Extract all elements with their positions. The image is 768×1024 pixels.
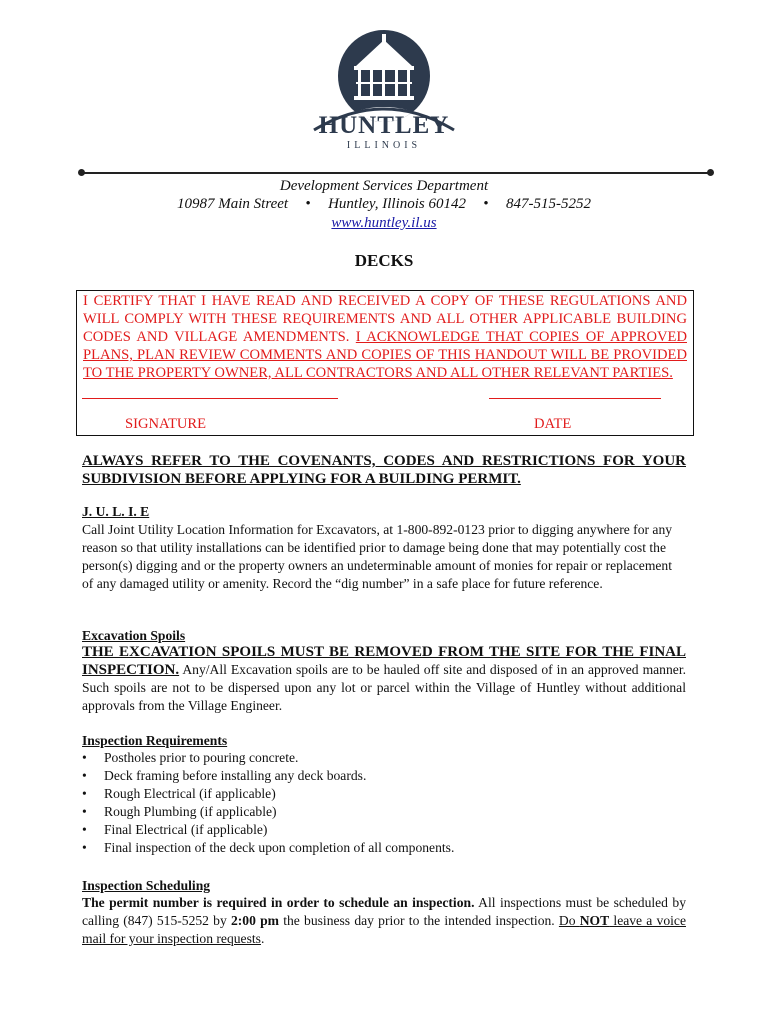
excavation-body bbox=[82, 643, 686, 715]
rule-dot-left bbox=[78, 169, 85, 176]
phone: 847-515-5252 bbox=[506, 196, 591, 212]
signature-label: SIGNATURE bbox=[125, 416, 207, 432]
bullet-separator: • bbox=[483, 196, 489, 212]
acknowledgement-statement: I ACKNOWLEDGE THAT COPIES OF APPROVED PLANS, PLAN REVIEW COMMENTS AND COPIES OF THIS HANDOUT WILL BE PROVIDED TO THE PROPERTY OWNER, ALL CONTRACTORS AND ALL OTHER RELEVANT PARTIES. bbox=[83, 329, 687, 381]
list-item: • Final Electrical (if applicable) bbox=[82, 821, 454, 839]
scheduling-text: All inspections must be scheduled by calling (847) 515-5252 by bbox=[82, 895, 686, 928]
inspection-heading: Inspection Requirements bbox=[82, 733, 228, 748]
voicemail-text-b: leave a voice mail for your inspection requests bbox=[82, 913, 686, 946]
date-line[interactable] bbox=[489, 398, 661, 399]
scheduling-text-2: the business day prior to the intended inspection. bbox=[279, 913, 559, 928]
address-line bbox=[0, 196, 768, 213]
certification-statement: I CERTIFY THAT I HAVE READ AND RECEIVED A COPY OF THESE REGULATIONS AND WILL COMPLY WITH THESE REQUIREMENTS AND ALL OTHER APPLICABLE BUILDING CODES AND VILLAGE AMENDMENTS. bbox=[83, 293, 687, 345]
permit-number-notice: The permit number is required in order to schedule an inspection. bbox=[82, 895, 475, 910]
inspection-list bbox=[82, 749, 454, 857]
list-item: • Final inspection of the deck upon completion of all components. bbox=[82, 839, 454, 857]
voicemail-not: NOT bbox=[579, 913, 610, 928]
logo-sub: ILLINOIS bbox=[346, 140, 422, 151]
header-rule bbox=[82, 172, 710, 174]
date-label: DATE bbox=[534, 416, 572, 432]
rule-dot-right bbox=[707, 169, 714, 176]
certification-box bbox=[76, 290, 694, 436]
always-refer-notice: ALWAYS REFER TO THE COVENANTS, CODES AND RESTRICTIONS FOR YOUR SUBDIVISION BEFORE APPLYING FOR A BUILDING PERMIT. bbox=[82, 453, 686, 487]
huntley-logo bbox=[296, 26, 472, 156]
signature-line[interactable] bbox=[82, 398, 338, 399]
voicemail-text-a: Do bbox=[558, 913, 580, 928]
city: Huntley, Illinois 60142 bbox=[328, 196, 466, 212]
excavation-heading: Excavation Spoils bbox=[82, 628, 186, 643]
scheduling-heading: Inspection Scheduling bbox=[82, 878, 211, 893]
julie-body: Call Joint Utility Location Information for Excavators, at 1-800-892-0123 prior to digging anywhere for any reason so that utility installations can be identified prior to damage being done that may potentially cost the person(s) digging and or the property owners an undeterminable amount of monies for repair or replacement of any damaged utility or amenity. Record the “dig number” in a safe place for future reference. bbox=[82, 522, 673, 591]
list-item: • Rough Plumbing (if applicable) bbox=[82, 803, 454, 821]
street: 10987 Main Street bbox=[176, 196, 289, 212]
department-name: Development Services Department bbox=[279, 178, 489, 194]
list-item: • Rough Electrical (if applicable) bbox=[82, 785, 454, 803]
julie-heading: J. U. L. I. E bbox=[82, 504, 150, 519]
deadline-time: 2:00 pm bbox=[230, 913, 279, 928]
list-item: • Postholes prior to pouring concrete. bbox=[82, 749, 454, 767]
page-title: DECKS bbox=[354, 251, 414, 270]
excavation-text: Any/All Excavation spoils are to be hauled off site and disposed of in an approved manner. Such spoils are not to be dispersed upon any lot or parcel within the Village of Huntley without additional approvals from the Village Engineer. bbox=[82, 662, 686, 713]
logo-name: HUNTLEY bbox=[318, 112, 450, 139]
period: . bbox=[260, 931, 265, 946]
website-line bbox=[0, 215, 768, 232]
website-link[interactable]: www.huntley.il.us bbox=[331, 215, 437, 231]
scheduling-body bbox=[82, 894, 686, 948]
certification-text bbox=[83, 292, 687, 382]
excavation-bold-notice: THE EXCAVATION SPOILS MUST BE REMOVED FROM THE SITE FOR THE FINAL INSPECTION. bbox=[82, 644, 686, 678]
bullet-separator: • bbox=[305, 196, 311, 212]
list-item: • Deck framing before installing any deck boards. bbox=[82, 767, 454, 785]
